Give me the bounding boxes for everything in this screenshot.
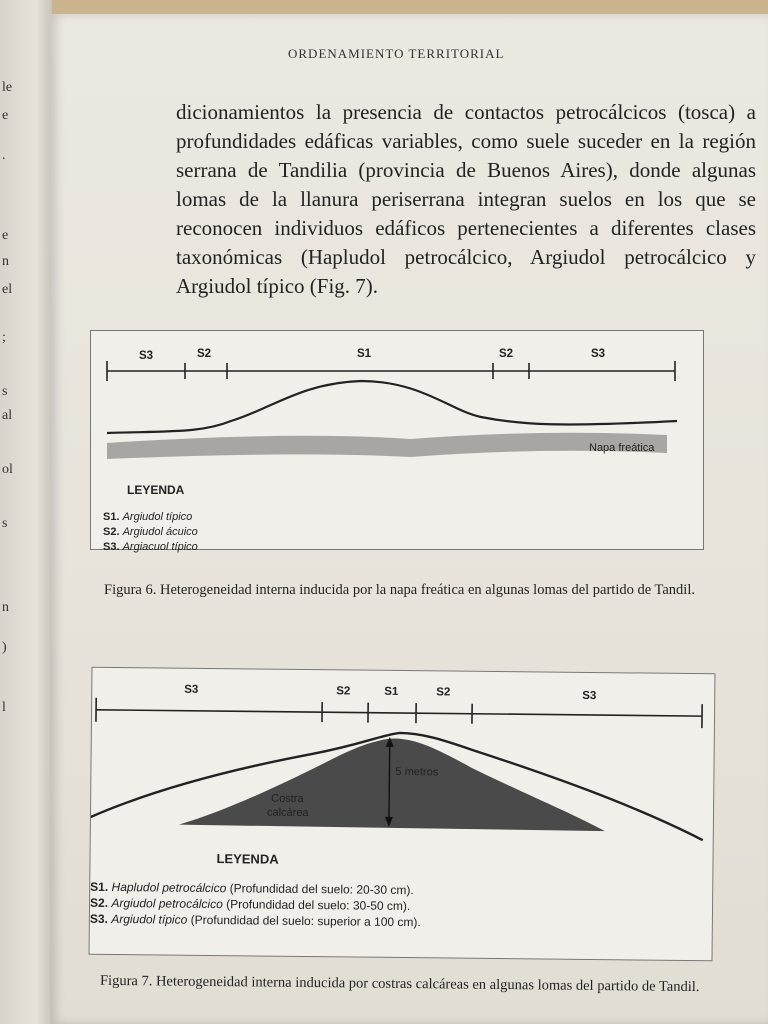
left-page-fragment: . (2, 148, 6, 163)
depth-label: 5 metros (395, 765, 439, 779)
left-page-edge (0, 0, 52, 1024)
left-page-fragment: ) (2, 640, 7, 655)
left-page-fragment: e (2, 228, 9, 243)
legend-title: LEYENDA (127, 483, 185, 497)
left-page-fragment: n (2, 600, 9, 615)
depth-arrow-line (389, 743, 390, 821)
left-page-fragment: l (2, 700, 6, 715)
zone-label-s1: S1 (357, 348, 372, 360)
zone-label-s2-right: S2 (436, 686, 451, 699)
zone-label-s3-left: S3 (139, 350, 154, 362)
legend-title: LEYENDA (216, 851, 279, 867)
water-table-label: Napa freática (589, 442, 655, 454)
zone-label-s2-left: S2 (197, 348, 212, 360)
zone-label-s2-right: S2 (499, 348, 514, 360)
left-page-fragment: e (2, 108, 9, 123)
left-page-fragment: al (2, 408, 13, 423)
zone-label-s3-right: S3 (591, 348, 606, 360)
running-head: ORDENAMIENTO TERRITORIAL (288, 46, 505, 61)
legend-item: S1. Hapludol petrocálcico (Profundidad del suelo: 20-30 cm). (90, 879, 414, 898)
crust-label-line2: calcárea (266, 806, 309, 820)
left-page-fragment: el (2, 282, 13, 297)
body-paragraph: dicionamientos la presencia de contactos petrocálcicos (tosca) a profundidades edáficas variables, como suele suceder en la región serrana de Tandilia (provincia de Buenos Aires), donde algunas lomas de la llanura periserrana integran suelos en los que se reconocen individuos edáficos pertenecientes a diferentes clases taxonómicas (Hapludol petrocálcico, Argiudol petrocálcico y Argiudol típico (Fig. 7). (176, 100, 756, 298)
zone-label-s1: S1 (384, 685, 399, 698)
left-page-fragment: s (2, 516, 8, 531)
legend-item: S2. Argiudol ácuico (103, 526, 198, 538)
left-page-fragment: le (2, 80, 13, 95)
legend-item: S1. Argiudol típico (103, 511, 193, 523)
figure-6 (90, 330, 704, 553)
left-page-fragment: s (2, 384, 8, 399)
figure-7 (89, 667, 716, 962)
legend-item: S2. Argiudol petrocálcico (Profundidad del suelo: 30-50 cm). (89, 895, 411, 914)
zone-label-s3-left: S3 (184, 683, 199, 696)
left-page-fragment: ol (2, 462, 13, 477)
zone-scale-line (96, 710, 702, 716)
left-page-fragment: n (2, 254, 9, 269)
figure-6-caption: Figura 6. Heterogeneidad interna inducida por la napa freática en algunas lomas del partido de Tandil. (104, 582, 695, 598)
crust-label-line1: Costra (271, 792, 304, 805)
legend-item: S3. Argiacuol típico (103, 541, 198, 553)
loma-surface-line (107, 381, 677, 433)
zone-label-s3-right: S3 (582, 689, 597, 703)
book-page (50, 14, 768, 1024)
left-page-fragment: ; (2, 330, 6, 345)
water-table-band (107, 433, 667, 459)
figure-7-caption: Figura 7. Heterogeneidad interna inducida por costras calcáreas en algunas lomas del partido de Tandil. (99, 972, 700, 996)
legend-item: S3. Argiudol típico (Profundidad del suelo: superior a 100 cm). (89, 911, 421, 930)
zone-label-s2-left: S2 (336, 685, 351, 698)
